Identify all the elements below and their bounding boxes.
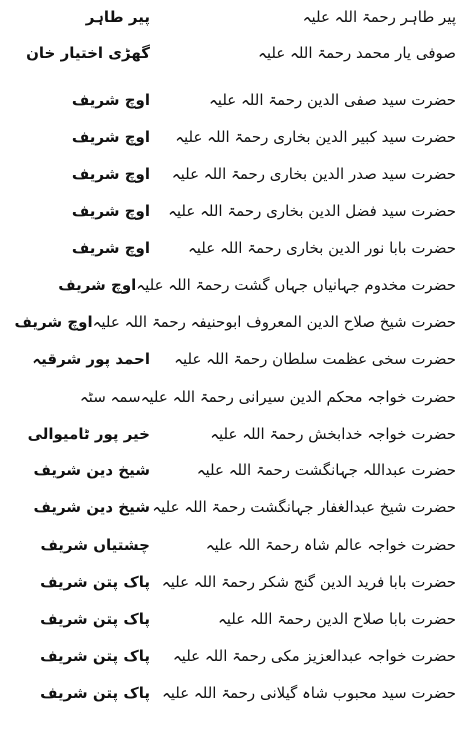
list-item (0, 567, 464, 597)
list-item (0, 38, 464, 68)
shrine-location: اوچ شریف (71, 91, 150, 109)
list-item (0, 122, 464, 152)
list-item (0, 492, 464, 522)
list-item (0, 2, 464, 32)
shrine-location: شیخ دین شریف (33, 498, 150, 516)
saint-name: حضرت شیخ صلاح الدین المعروف ابوحنیفہ رحمۃ اللہ علیہ (92, 313, 456, 331)
list-item (0, 678, 464, 708)
saint-name: پیر طاہر رحمۃ اللہ علیہ (302, 8, 456, 26)
shrine-location: شیخ دین شریف (33, 461, 150, 479)
shrine-location: اوچ شریف (71, 239, 150, 257)
shrine-location: پاک پتن شریف (40, 610, 150, 628)
list-item (0, 604, 464, 634)
shrine-location: پیر طاہر (85, 8, 150, 26)
shrine-location: اوچ شریف (14, 313, 93, 331)
list-item (0, 270, 464, 300)
list-item (0, 233, 464, 263)
shrine-location: پاک پتن شریف (40, 684, 150, 702)
list-item (0, 159, 464, 189)
shrine-location: گھڑی اختیار خان (26, 44, 150, 62)
list-item (0, 196, 464, 226)
saint-name: حضرت سید کبیر الدین بخاری رحمۃ اللہ علیہ (175, 128, 456, 146)
shrine-location: پاک پتن شریف (40, 647, 150, 665)
shrine-location: اوچ شریف (71, 165, 150, 183)
list-item (0, 455, 464, 485)
shrine-location: احمد پور شرقیہ (32, 350, 150, 368)
list-item (0, 382, 464, 412)
list-item (0, 85, 464, 115)
saint-name: حضرت مخدوم جہانیاں جہاں گشت رحمۃ اللہ علیہ (136, 276, 456, 294)
saint-name: حضرت سید صدر الدین بخاری رحمۃ اللہ علیہ (171, 165, 456, 183)
list-item (0, 419, 464, 449)
shrine-location: خیر پور ٹامیوالی (27, 425, 150, 443)
saint-name: صوفی یار محمد رحمۃ اللہ علیہ (258, 44, 456, 62)
list-item (0, 641, 464, 671)
saint-name: حضرت خواجہ محکم الدین سیرانی رحمۃ اللہ علیہ (140, 388, 456, 406)
shrine-location: چشتیاں شریف (40, 536, 150, 554)
saint-name: حضرت سید فضل الدین بخاری رحمۃ اللہ علیہ (168, 202, 456, 220)
shrine-location: اوچ شریف (71, 202, 150, 220)
shrine-location: اوچ شریف (71, 128, 150, 146)
saint-name: حضرت بابا فرید الدین گنج شکر رحمۃ اللہ علیہ (161, 573, 456, 591)
list-item (0, 530, 464, 560)
shrine-location: پاک پتن شریف (40, 573, 150, 591)
saint-name: حضرت خواجہ عالم شاہ رحمۃ اللہ علیہ (205, 536, 456, 554)
shrine-location: سمہ سٹہ (79, 388, 141, 406)
saint-name: حضرت بابا نور الدین بخاری رحمۃ اللہ علیہ (187, 239, 456, 257)
saint-name: حضرت عبداللہ جہانگشت رحمۃ اللہ علیہ (196, 461, 456, 479)
saint-name: حضرت خواجہ خدابخش رحمۃ اللہ علیہ (210, 425, 456, 443)
saint-name: حضرت سید صفی الدین رحمۃ اللہ علیہ (209, 91, 456, 109)
shrine-location: اوچ شریف (58, 276, 137, 294)
saint-name: حضرت شیخ عبدالغفار جہانگشت رحمۃ اللہ علیہ (152, 498, 456, 516)
saint-name: حضرت خواجہ عبدالعزیز مکی رحمۃ اللہ علیہ (172, 647, 456, 665)
list-item (0, 307, 464, 337)
saint-name: حضرت بابا صلاح الدین رحمۃ اللہ علیہ (217, 610, 456, 628)
saint-name: حضرت سخی عظمت سلطان رحمۃ اللہ علیہ (174, 350, 456, 368)
saint-name: حضرت سید محبوب شاہ گیلانی رحمۃ اللہ علیہ (161, 684, 456, 702)
list-item (0, 344, 464, 374)
